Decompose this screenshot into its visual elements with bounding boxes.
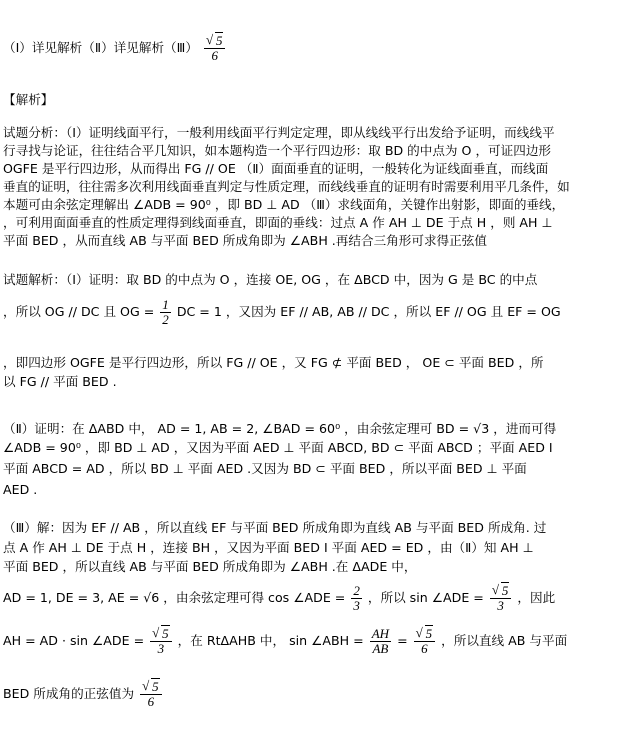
part1-line: ，即四边形 OGFE 是平行四边形，所以 FG // OE ，又 FG ⊄ 平面 BED ， OE ⊂ 平面 BED ，所 bbox=[3, 355, 544, 370]
part3-line: 点 A 作 AH ⊥ DE 于点 H ，连接 BH ，又因为平面 BED I 平面 AED = ED ，由（Ⅱ）知 AH ⊥ bbox=[3, 540, 534, 555]
part3-line: BED 所成角的正弦值为 √ $\frac{5}{6}$ bbox=[3, 680, 164, 709]
analysis-heading: 【解析】 bbox=[3, 92, 54, 107]
part1-line: 试题解析：（Ⅰ）证明：取 BD 的中点为 O ，连接 OE, OG ，在 ΔBCD 中，因为 G 是 BC 的中点 bbox=[3, 272, 538, 287]
analysis-line: 本题可由余弦定理解出 ∠ADB = 90⁰ ，即 BD ⊥ AD （Ⅲ）求线面角，关键作出射影，即面的垂线， bbox=[3, 197, 565, 212]
answer-line bbox=[3, 34, 227, 63]
fraction: $\frac{2}{3}$ bbox=[353, 583, 360, 613]
fraction: $\frac{AH}{AB}$ bbox=[371, 626, 390, 656]
part1-line: ，所以 OG // DC 且 OG = $\frac{1}{2}$ DC = 1 ，又因为 EF // AB, AB // DC ，所以 EF // OG 且 EF = OG bbox=[3, 297, 561, 327]
fraction: √ $\frac{5}{6}$ bbox=[140, 680, 162, 709]
analysis-line: 垂直的证明，往往需多次利用线面垂直判定与性质定理，而线线垂直的证明有时需要利用平几条件，如 bbox=[3, 179, 570, 194]
part1-line: 以 FG // 平面 BED . bbox=[3, 374, 117, 389]
fraction: √ $\frac{5}{3}$ bbox=[490, 584, 512, 613]
analysis-line: 行寻找与论证，往往结合平几知识，如本题构造一个平行四边形：取 BD 的中点为 O ，可证四边形 bbox=[3, 143, 552, 158]
analysis-line: 平面 BED ，从而直线 AB 与平面 BED 所成角即为 ∠ABH .再结合三角形可求得正弦值 bbox=[3, 233, 487, 248]
fraction: √ $\frac{5}{6}$ bbox=[414, 627, 436, 656]
part2-line: AED . bbox=[3, 482, 38, 497]
part2-line: 平面 ABCD = AD ，所以 BD ⊥ 平面 AED .又因为 BD ⊂ 平面 BED ，所以平面 BED ⊥ 平面 bbox=[3, 461, 527, 476]
answer-fraction: √ $\frac{5}{6}$ bbox=[204, 34, 226, 63]
part3-line: AH = AD · sin ∠ADE = √ $\frac{5}{3}$ ，在 RtΔAHB 中， sin ∠ABH = $\frac{AH}{AB}$ = √ $\frac{5}{6}$ ，所以直线 AB 与平面 bbox=[3, 627, 567, 656]
analysis-line: 试题分析：（Ⅰ）证明线面平行，一般利用线面平行判定定理，即从线线平行出发给予证明，而线线平 bbox=[3, 125, 555, 140]
analysis-line: OGFE 是平行四边形，从而得出 FG // OE （Ⅱ）面面垂直的证明，一般转化为证线面垂直，而线面 bbox=[3, 161, 549, 176]
part2-line: ∠ADB = 90⁰ ，即 BD ⊥ AD ，又因为平面 AED ⊥ 平面 ABCD, BD ⊂ 平面 ABCD ；平面 AED I bbox=[3, 440, 553, 455]
fraction: $\frac{1}{2}$ bbox=[162, 297, 169, 327]
part3-line: （Ⅲ）解：因为 EF // AB ，所以直线 EF 与平面 BED 所成角即为直线 AB 与平面 BED 所成角. 过 bbox=[3, 520, 547, 535]
part2-line: （Ⅱ）证明：在 ΔABD 中， AD = 1, AB = 2, ∠BAD = 60⁰ ，由余弦定理可 BD = √3 ，进而可得 bbox=[3, 421, 557, 436]
answer-text: （Ⅰ）详见解析（Ⅱ）详见解析（Ⅲ） bbox=[3, 40, 198, 55]
fraction: √ $\frac{5}{3}$ bbox=[150, 627, 172, 656]
analysis-line: ，可利用面面垂直的性质定理得到线面垂直，即面的垂线：过点 A 作 AH ⊥ DE 于点 H ，则 AH ⊥ bbox=[3, 215, 553, 230]
part3-line: AD = 1, DE = 3, AE = √6 ，由余弦定理可得 cos ∠ADE = $\frac{2}{3}$ ，所以 sin ∠ADE = √ $\frac{5}{3}$ ，因此 bbox=[3, 584, 555, 613]
part3-line: 平面 BED ，所以直线 AB 与平面 BED 所成角即为 ∠ABH .在 ΔADE 中， bbox=[3, 559, 417, 574]
